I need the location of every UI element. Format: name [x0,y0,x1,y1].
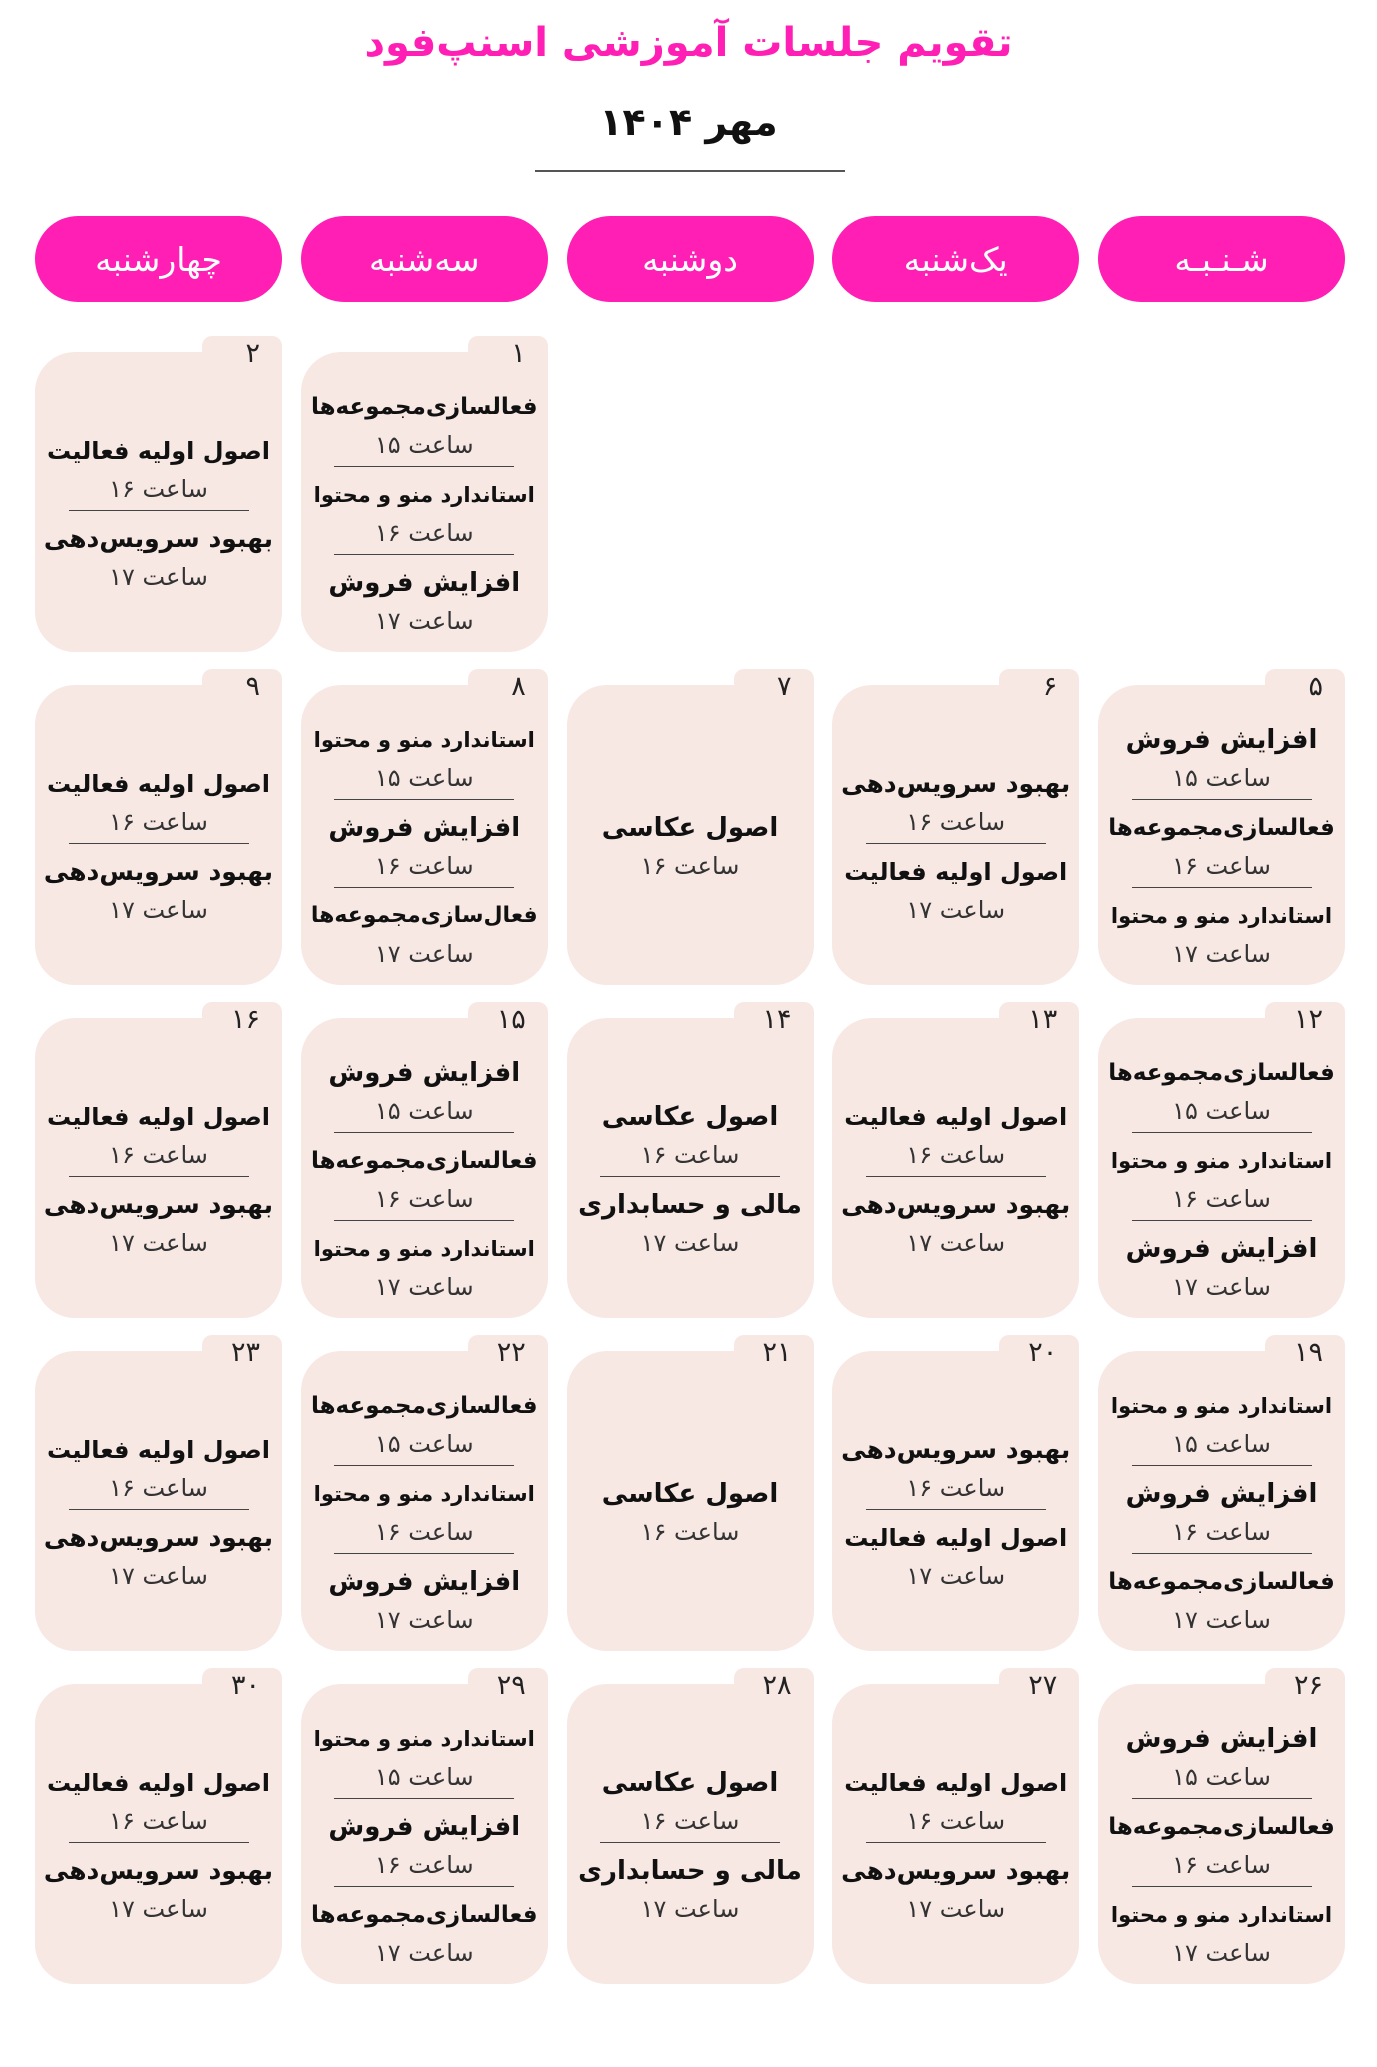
session-title: افزایش فروش [328,568,521,598]
session-title: اصول اولیه فعالیت [47,1769,270,1797]
session-list [35,1044,282,1314]
day-number: ۹ [245,671,260,702]
week-row [35,673,1345,995]
day-cell [301,671,548,985]
session-item [35,764,282,840]
session-list [35,1710,282,1980]
session-title: بهبود سرویس‌دهی [43,1190,274,1219]
session-title: بهبود سرویس‌دهی [841,1190,1071,1219]
session-divider [866,1176,1046,1177]
day-number: ۲۸ [762,1670,792,1701]
session-divider [866,1842,1046,1843]
empty-day-cell [1098,352,1345,652]
session-item [1098,808,1345,884]
session-item [832,1851,1079,1927]
session-item [35,1097,282,1173]
session-title: استاندارد منو و محتوا [1110,1394,1333,1418]
session-time: ساعت ۱۷ [906,896,1006,924]
day-number: ۱ [511,338,526,369]
session-time: ساعت ۱۷ [374,940,474,968]
month-label: مهر ۱۴۰۴ [599,100,778,144]
day-number: ۱۵ [496,1004,526,1035]
session-time: ساعت ۱۵ [1172,1097,1271,1125]
session-time: ساعت ۱۶ [640,1807,740,1835]
session-item [301,720,548,796]
session-title: فعالسازی‌مجموعه‌ها [310,1148,538,1174]
day-cell [1098,1670,1345,1984]
session-time: ساعت ۱۷ [374,1606,474,1634]
session-item [1098,1895,1345,1971]
session-item [567,1185,814,1261]
day-number: ۲۰ [1028,1337,1058,1368]
session-list [832,1710,1079,1980]
session-item [567,1851,814,1927]
session-title: فعالسازی‌مجموعه‌ها [1108,815,1335,841]
session-title: اصول اولیه فعالیت [844,858,1068,886]
weekday-sunday: یک‌شنبه [832,216,1079,302]
day-number: ۲۹ [496,1670,526,1701]
session-title: بهبود سرویس‌دهی [841,769,1071,798]
session-title: بهبود سرویس‌دهی [43,524,274,553]
session-time: ساعت ۱۷ [1172,1273,1271,1301]
session-time: ساعت ۱۶ [374,852,474,880]
session-time: ساعت ۱۵ [374,1097,474,1125]
session-title: فعال‌سازی‌مجموعه‌ها [310,903,538,928]
session-list [832,1044,1079,1314]
session-list [567,1377,814,1647]
session-list [832,1377,1079,1647]
session-list [1098,711,1345,981]
session-title: افزایش فروش [328,813,521,843]
day-number: ۲۳ [230,1337,260,1368]
session-item [567,808,814,884]
session-time: ساعت ۱۶ [640,1518,740,1546]
session-time: ساعت ۱۶ [109,1807,208,1835]
session-divider [334,1132,514,1133]
session-divider [69,1509,249,1510]
session-item [1098,1386,1345,1462]
session-divider [334,1553,514,1554]
day-cell [301,338,548,652]
session-divider [866,843,1046,844]
day-number: ۲۲ [496,1337,526,1368]
day-number: ۱۶ [230,1004,260,1035]
session-title: فعالسازی‌مجموعه‌ها [1108,1814,1335,1840]
session-item [35,1763,282,1839]
day-cell [35,1337,282,1651]
day-cell [832,1004,1079,1318]
session-time: ساعت ۱۶ [109,1141,208,1169]
session-time: ساعت ۱۶ [906,1141,1006,1169]
day-cell [35,671,282,985]
session-title: مالی و حسابداری [578,1856,802,1886]
session-list [301,378,548,648]
day-cell [832,1670,1079,1984]
day-cell [1098,1337,1345,1651]
session-title: استاندارد منو و محتوا [1110,1149,1333,1173]
session-item [1098,1807,1345,1883]
session-divider [69,843,249,844]
session-item [832,764,1079,840]
session-title: افزایش فروش [1125,1479,1318,1509]
day-number: ۱۴ [762,1004,792,1035]
session-title: استاندارد منو و محتوا [313,483,535,507]
session-time: ساعت ۱۷ [374,1273,474,1301]
session-title: بهبود سرویس‌دهی [43,1856,274,1885]
day-cell [1098,1004,1345,1318]
session-time: ساعت ۱۷ [1172,940,1271,968]
session-time: ساعت ۱۵ [374,764,474,792]
weekday-monday: دوشنبه [567,216,814,302]
session-item [832,1097,1079,1173]
session-item [301,808,548,884]
session-item [567,1474,814,1550]
session-item [832,1763,1079,1839]
session-title: اصول اولیه فعالیت [844,1103,1068,1131]
session-divider [334,554,514,555]
session-time: ساعت ۱۷ [640,1895,740,1923]
day-cell [567,671,814,985]
session-title: اصول اولیه فعالیت [844,1769,1068,1797]
session-item [832,1518,1079,1594]
page-title: تقویم جلسات آموزشی اسنپ‌فود [364,20,1013,66]
session-title: افزایش فروش [1125,1724,1318,1754]
session-title: اصول اولیه فعالیت [47,1436,270,1464]
session-title: فعالسازی‌مجموعه‌ها [310,394,538,420]
session-item [35,1518,282,1594]
calendar-grid [35,340,1345,2005]
session-time: ساعت ۱۷ [906,1895,1006,1923]
session-item [301,1562,548,1638]
session-time: ساعت ۱۶ [1172,1851,1271,1879]
session-item [1098,1141,1345,1217]
session-time: ساعت ۱۵ [1172,1430,1271,1458]
session-item [301,1807,548,1883]
day-cell [35,338,282,652]
day-number: ۲۱ [762,1337,792,1368]
title-divider [535,170,845,172]
session-time: ساعت ۱۵ [1172,1763,1271,1791]
day-cell [301,1004,548,1318]
session-title: اصول اولیه فعالیت [47,770,270,798]
session-item [301,1141,548,1217]
session-list [567,1710,814,1980]
session-time: ساعت ۱۷ [906,1229,1006,1257]
day-number: ۲۷ [1028,1670,1058,1701]
session-title: استاندارد منو و محتوا [313,1237,535,1261]
weekday-wednesday: چهارشنبه [35,216,282,302]
day-number: ۱۳ [1028,1004,1058,1035]
session-title: بهبود سرویس‌دهی [841,1856,1071,1885]
session-time: ساعت ۱۶ [109,808,208,836]
session-title: افزایش فروش [328,1058,521,1088]
session-divider [1132,1886,1312,1887]
session-title: اصول اولیه فعالیت [47,437,270,465]
day-cell [832,671,1079,985]
session-list [1098,1044,1345,1314]
week-row [35,340,1345,662]
session-title: استاندارد منو و محتوا [313,728,535,752]
session-time: ساعت ۱۶ [906,808,1006,836]
session-item [1098,720,1345,796]
day-cell [832,1337,1079,1651]
session-item [301,475,548,551]
session-title: بهبود سرویس‌دهی [841,1435,1071,1464]
session-time: ساعت ۱۶ [374,1185,474,1213]
session-list [301,1377,548,1647]
session-divider [1132,1220,1312,1221]
session-item [35,1430,282,1506]
day-cell [301,1337,548,1651]
session-time: ساعت ۱۶ [1172,852,1271,880]
day-cell [301,1670,548,1984]
session-time: ساعت ۱۵ [374,1763,474,1791]
session-title: استاندارد منو و محتوا [1110,1903,1333,1927]
day-cell [35,1004,282,1318]
session-divider [334,1798,514,1799]
day-cell [567,1337,814,1651]
session-title: افزایش فروش [1125,1234,1318,1264]
session-item [35,431,282,507]
session-divider [1132,799,1312,800]
session-title: اصول عکاسی [601,1479,779,1509]
session-time: ساعت ۱۷ [109,896,208,924]
week-row [35,1006,1345,1328]
day-number: ۱۲ [1293,1004,1323,1035]
session-divider [1132,1798,1312,1799]
session-item [301,1474,548,1550]
session-item [301,1719,548,1795]
session-list [832,711,1079,981]
session-time: ساعت ۱۵ [1172,764,1271,792]
session-title: اصول عکاسی [601,1102,779,1132]
session-item [832,1185,1079,1261]
session-item [35,1851,282,1927]
session-time: ساعت ۱۶ [1172,1518,1271,1546]
session-item [301,387,548,463]
session-item [567,1097,814,1173]
session-time: ساعت ۱۷ [109,1895,208,1923]
session-time: ساعت ۱۷ [109,1229,208,1257]
session-title: افزایش فروش [328,1567,521,1597]
session-divider [334,1465,514,1466]
session-time: ساعت ۱۶ [640,852,740,880]
session-title: اصول اولیه فعالیت [844,1524,1068,1552]
session-time: ساعت ۱۶ [109,1474,208,1502]
session-title: اصول اولیه فعالیت [47,1103,270,1131]
session-time: ساعت ۱۷ [1172,1939,1271,1967]
session-item [301,1895,548,1971]
session-time: ساعت ۱۶ [374,1518,474,1546]
weekday-saturday: شـنـبـه [1098,216,1345,302]
session-time: ساعت ۱۷ [906,1562,1006,1590]
session-list [35,378,282,648]
session-divider [69,1842,249,1843]
session-time: ساعت ۱۷ [1172,1606,1271,1634]
session-item [1098,1229,1345,1305]
session-list [35,711,282,981]
session-item [35,519,282,595]
session-time: ساعت ۱۶ [640,1141,740,1169]
day-number: ۲۶ [1293,1670,1323,1701]
session-time: ساعت ۱۷ [374,1939,474,1967]
session-title: بهبود سرویس‌دهی [43,1523,274,1552]
session-time: ساعت ۱۶ [374,519,474,547]
session-time: ساعت ۱۷ [109,1562,208,1590]
session-item [1098,1474,1345,1550]
session-title: مالی و حسابداری [578,1190,802,1220]
session-time: ساعت ۱۷ [109,563,208,591]
session-title: بهبود سرویس‌دهی [43,857,274,886]
session-item [301,563,548,639]
session-title: استاندارد منو و محتوا [1110,904,1333,928]
session-list [1098,1377,1345,1647]
day-number: ۳۰ [230,1670,260,1701]
session-list [1098,1710,1345,1980]
day-number: ۷ [776,671,792,702]
session-item [832,1430,1079,1506]
session-title: استاندارد منو و محتوا [313,1482,535,1506]
session-time: ساعت ۱۵ [374,431,474,459]
session-time: ساعت ۱۶ [1172,1185,1271,1213]
session-divider [600,1842,780,1843]
session-title: اصول عکاسی [601,1768,779,1798]
empty-day-cell [567,352,814,652]
session-item [1098,1562,1345,1638]
session-item [301,1229,548,1305]
session-time: ساعت ۱۶ [906,1474,1006,1502]
session-list [301,1044,548,1314]
session-item [1098,1053,1345,1129]
day-number: ۶ [1042,671,1058,702]
session-item [301,1053,548,1129]
session-title: افزایش فروش [1125,725,1318,755]
session-list [35,1377,282,1647]
session-item [1098,1719,1345,1795]
session-item [1098,896,1345,972]
session-title: افزایش فروش [328,1812,521,1842]
session-title: فعالسازی‌مجموعه‌ها [1108,1569,1335,1595]
day-cell [567,1004,814,1318]
day-number: ۵ [1308,671,1323,702]
session-title: فعالسازی‌مجموعه‌ها [1108,1060,1335,1086]
day-cell [35,1670,282,1984]
session-time: ساعت ۱۶ [374,1851,474,1879]
session-time: ساعت ۱۶ [906,1807,1006,1835]
empty-day-cell [832,352,1079,652]
session-divider [866,1509,1046,1510]
session-divider [334,887,514,888]
session-time: ساعت ۱۵ [374,1430,474,1458]
session-time: ساعت ۱۶ [109,475,208,503]
week-row [35,1672,1345,1994]
session-list [567,1044,814,1314]
day-number: ۸ [511,671,526,702]
session-list [301,1710,548,1980]
session-divider [334,799,514,800]
session-divider [1132,1132,1312,1133]
session-time: ساعت ۱۷ [640,1229,740,1257]
session-divider [600,1176,780,1177]
session-divider [1132,887,1312,888]
session-item [832,852,1079,928]
session-item [567,1763,814,1839]
day-cell [1098,671,1345,985]
session-title: فعالسازی‌مجموعه‌ها [310,1393,538,1419]
session-item [301,1386,548,1462]
session-time: ساعت ۱۷ [374,607,474,635]
session-divider [1132,1465,1312,1466]
day-number: ۲ [245,338,260,369]
weekday-tuesday: سه‌شنبه [301,216,548,302]
session-divider [334,466,514,467]
session-title: فعالسازی‌مجموعه‌ها [310,1902,538,1928]
session-divider [334,1220,514,1221]
day-cell [567,1670,814,1984]
week-row [35,1339,1345,1661]
session-divider [69,1176,249,1177]
session-divider [69,510,249,511]
session-item [35,1185,282,1261]
session-divider [1132,1553,1312,1554]
session-title: اصول عکاسی [601,813,779,843]
weekday-header [35,216,1345,306]
session-list [301,711,548,981]
session-list [567,711,814,981]
day-number: ۱۹ [1293,1337,1323,1368]
session-title: استاندارد منو و محتوا [313,1727,535,1751]
session-item [301,896,548,972]
session-item [35,852,282,928]
session-divider [334,1886,514,1887]
